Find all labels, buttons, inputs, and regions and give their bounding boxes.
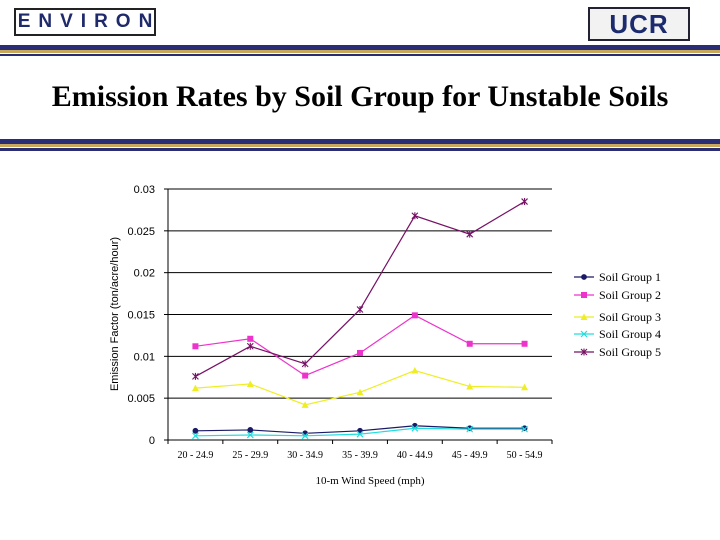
data-point-soil-group-5 [412,212,418,219]
legend-label: Soil Group 1 [599,270,662,284]
data-point-soil-group-2 [247,336,253,342]
data-point-soil-group-2 [522,341,528,347]
data-point-soil-group-1 [193,428,198,433]
x-tick-label: 50 - 54.9 [506,450,543,461]
environ-logo-text: ENVIRON [17,11,161,32]
y-axis-title: Emission Factor (ton/acre/hour) [109,236,121,392]
legend-marker [582,275,587,280]
x-axis-title: 10-m Wind Speed (mph) [315,475,425,487]
x-tick-label: 25 - 29.9 [232,450,269,461]
data-point-soil-group-5 [247,343,253,350]
data-point-soil-group-5 [192,373,198,380]
legend-label: Soil Group 4 [599,327,662,341]
data-point-soil-group-2 [412,312,418,318]
y-tick-label: 0.01 [133,351,155,364]
y-tick-label: 0.025 [127,225,155,238]
page-title: Emission Rates by Soil Group for Unstable Soils [51,80,669,113]
legend-marker [581,292,587,298]
data-point-soil-group-2 [467,341,473,347]
data-point-soil-group-3 [411,367,418,374]
x-tick-label: 35 - 39.9 [342,450,378,461]
x-tick-label: 20 - 24.9 [177,450,214,461]
data-point-soil-group-1 [248,428,253,433]
x-tick-label: 30 - 34.9 [287,450,324,461]
x-tick-label: 40 - 44.9 [396,450,433,461]
y-tick-label: 0 [148,435,155,447]
y-tick-label: 0.015 [127,309,155,322]
series-line-soil-group-2 [195,315,524,375]
y-tick-label: 0.03 [133,184,155,196]
y-tick-label: 0.02 [133,267,155,280]
data-point-soil-group-5 [357,306,363,313]
legend-label: Soil Group 2 [599,288,662,302]
data-point-soil-group-5 [467,231,473,238]
legend-label: Soil Group 5 [599,345,662,359]
y-tick-label: 0.005 [127,393,155,406]
data-point-soil-group-3 [357,389,364,396]
data-point-soil-group-2 [357,350,363,356]
data-point-soil-group-2 [302,373,308,379]
series-line-soil-group-3 [195,371,524,405]
ucr-logo-text: UCR [609,8,669,39]
data-point-soil-group-2 [192,343,198,349]
data-point-soil-group-5 [302,360,308,367]
data-point-soil-group-5 [522,198,528,205]
legend-label: Soil Group 3 [599,310,662,324]
x-tick-label: 45 - 49.9 [451,450,488,461]
